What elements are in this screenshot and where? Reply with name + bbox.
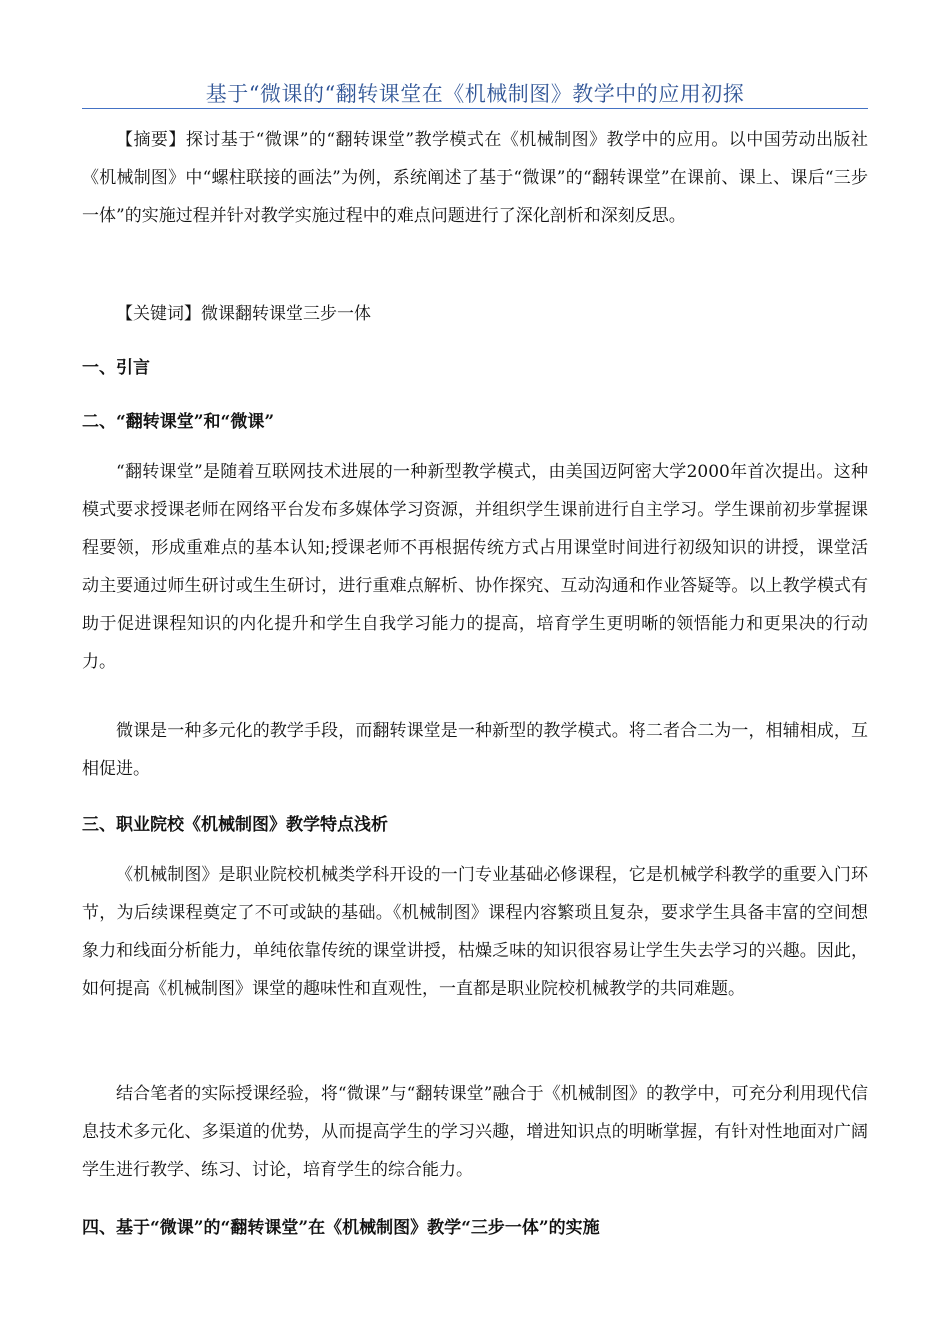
paragraph-author-experience: 结合笔者的实际授课经验，将“微课”与“翻转课堂”融合于《机械制图》的教学中，可充分利用现代信息技术多元化、多渠道的优势，从而提高学生的学习兴趣，增进知识点的明晰掌握，有针对性地面对广阔学生进行教学、练习、讨论，培育学生的综合能力。	[82, 1084, 868, 1180]
section-heading-teaching-features: 三、职业院校《机械制图》教学特点浅析	[82, 815, 388, 835]
section-heading-implementation: 四、基于“微课”的“翻转课堂”在《机械制图》教学“三步一体”的实施	[82, 1218, 600, 1238]
keywords-line: 【关键词】微课翻转课堂三步一体	[116, 304, 371, 324]
title-underline	[82, 108, 868, 109]
abstract-paragraph: 【摘要】探讨基于“微课”的“翻转课堂”教学模式在《机械制图》教学中的应用。以中国劳动出版社《机械制图》中“螺柱联接的画法”为例，系统阐述了基于“微课”的“翻转课堂”在课前、课上、课后“三步一体”的实施过程并针对教学实施过程中的难点问题进行了深化剖析和深刻反思。	[82, 130, 868, 226]
paragraph-flipped-classroom-definition: “翻转课堂”是随着互联网技术进展的一种新型教学模式，由美国迈阿密大学2000年首次提出。这种模式要求授课老师在网络平台发布多媒体学习资源，并组织学生课前进行自主学习。学生课前初步掌握课程要领，形成重难点的基本认知;授课老师不再根据传统方式占用课堂时间进行初级知识的讲授，课堂活动主要通过师生研讨或生生研讨，进行重难点解析、协作探究、互动沟通和作业答疑等。以上教学模式有助于促进课程知识的内化提升和学生自我学习能力的提高，培育学生更明晰的领悟能力和更果决的行动力。	[82, 462, 868, 672]
document-title: 基于“微课的“翻转课堂在《机械制图》教学中的应用初探	[205, 82, 745, 106]
paragraph-course-characteristics: 《机械制图》是职业院校机械类学科开设的一门专业基础必修课程，它是机械学科教学的重要入门环节，为后续课程奠定了不可或缺的基础。《机械制图》课程内容繁琐且复杂，要求学生具备丰富的空间想象力和线面分析能力，单纯依靠传统的课堂讲授，枯燥乏味的知识很容易让学生失去学习的兴趣。因此，如何提高《机械制图》课堂的趣味性和直观性，一直都是职业院校机械教学的共同难题。	[82, 865, 868, 999]
section-heading-flipped-classroom: 二、“翻转课堂”和“微课”	[82, 412, 275, 432]
paragraph-microlecture-combination: 微课是一种多元化的教学手段，而翻转课堂是一种新型的教学模式。将二者合二为一，相辅相成，互相促进。	[82, 721, 868, 779]
section-heading-introduction: 一、引言	[82, 358, 150, 378]
